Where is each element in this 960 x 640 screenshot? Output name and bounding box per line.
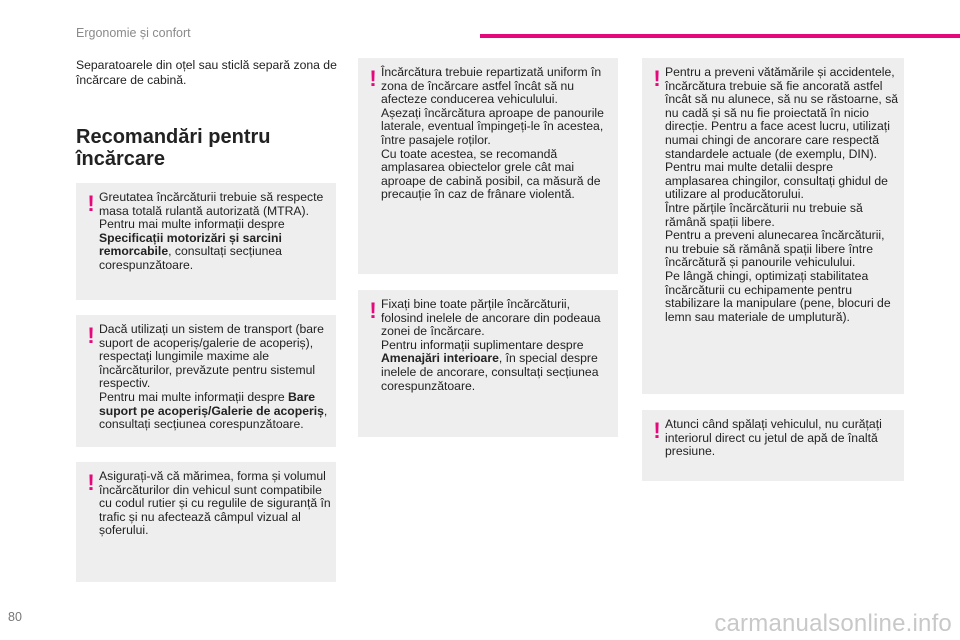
link-interior-fittings: Amenajări interioare: [381, 351, 499, 366]
exclamation-icon: !: [87, 323, 95, 348]
link-specifications: Specificații motorizări și sarcini remorcabile: [99, 230, 282, 259]
exclamation-icon: !: [87, 470, 95, 495]
warning-note-roof-rack: ! Dacă utilizați un sistem de transport (bare suport de acoperiș/galerie de acoperiș), respectați lungimile maxime ale încărcăturilor, prevăzute pentru sistemul respectiv. Pentru mai multe informații despre Bare suport pe acoperiș/Galerie de acoperiș, consultați secțiunea corespunzătoare.: [76, 315, 336, 447]
warning-note-washing: ! Atunci când spălați vehiculul, nu curățați interiorul direct cu jetul de apă de înaltă presiune.: [642, 410, 904, 481]
warning-note-mtra: ! Greutatea încărcăturii trebuie să respecte masa totală rulantă autorizată (MTRA). Pentru mai multe informații despre Specificații motorizări și sarcini remorcabile, consultați secțiunea corespunzătoare.: [76, 183, 336, 300]
exclamation-icon: !: [87, 191, 95, 216]
section-header-bar: [480, 34, 960, 38]
watermark: carmanualsonline.info: [714, 610, 952, 637]
exclamation-icon: !: [369, 66, 377, 91]
page-number: 80: [8, 610, 22, 624]
link-roof-bars: Bare suport pe acoperiș/Galerie de acoperiș: [99, 389, 324, 418]
page-heading: Recomandări pentru încărcare: [76, 126, 271, 170]
intro-paragraph: Separatoarele din oțel sau sticlă separă zona de încărcare de cabină.: [76, 58, 337, 87]
section-header-title: Ergonomie și confort: [76, 26, 191, 40]
warning-note-load-size: ! Asigurați-vă că mărimea, forma și volumul încărcăturilor din vehicul sunt compatibile cu codul rutier și cu regulile de siguranță în trafic și nu afectează câmpul vizual al șoferului.: [76, 462, 336, 582]
warning-note-straps: ! Pentru a preveni vătămările și accidentele, încărcătura trebuie să fie ancorată astfel încât să nu alunece, să nu se răstoarne, să nu cadă și să nu fie proiectată în nicio direcție. Pentru a face acest lucru, utilizați numai chingi de ancorare care respectă standardele actuale (de exemplu, DIN). Pentru mai multe detalii despre amplasarea chingilor, consultați ghidul de utilizare al producătorului. Între părțile încărcăturii nu trebuie să rămână spații libere. Pentru a preveni alunecarea încărcăturii, nu trebuie să rămână spații libere între încărcătură și panourile vehiculului. Pe lângă chingi, optimizați stabilitatea încărcăturii cu echipamente pentru stabilizare la manipulare (pene, blocuri de lemn sau materiale de umplutură).: [642, 58, 904, 394]
exclamation-icon: !: [653, 418, 661, 443]
warning-note-anchoring-rings: ! Fixați bine toate părțile încărcăturii, folosind inelele de ancorare din podeaua zonei de încărcare. Pentru informații suplimentare despre Amenajări interioare, în special despre inelele de ancorare, consultați secțiunea corespunzătoare.: [358, 290, 618, 437]
warning-note-distribution: ! Încărcătura trebuie repartizată uniform în zona de încărcare astfel încât să nu afecteze conducerea vehiculului. Așezați încărcătura aproape de panourile laterale, eventual împingeți-le în acestea, între pasajele roților. Cu toate acestea, se recomandă amplasarea obiectelor grele cât mai aproape de cabină posibil, ca măsură de precauție în caz de frânare violentă.: [358, 58, 618, 274]
exclamation-icon: !: [653, 66, 661, 91]
exclamation-icon: !: [369, 298, 377, 323]
